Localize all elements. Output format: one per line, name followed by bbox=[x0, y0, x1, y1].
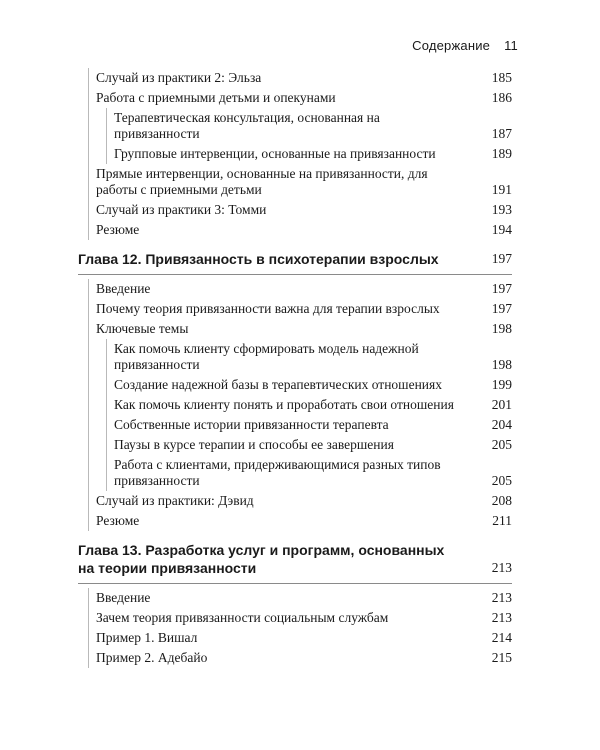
toc-entry-title: Работа с приемными детьми и опекунами bbox=[96, 90, 336, 105]
toc-entry[interactable] bbox=[78, 630, 512, 646]
toc-entry-page-number: 185 bbox=[491, 70, 512, 85]
toc-entry[interactable] bbox=[78, 166, 512, 198]
toc-entry-title: Случай из практики: Дэвид bbox=[96, 493, 254, 508]
toc-entry-page-number: 198 bbox=[491, 357, 512, 372]
toc-subentry[interactable] bbox=[78, 397, 512, 413]
chapter-page-number: 197 bbox=[491, 251, 512, 266]
toc-entry[interactable] bbox=[78, 590, 512, 606]
toc-entry-title: Как помочь клиенту сформировать модель надежной привязанности bbox=[114, 341, 419, 372]
toc-entry[interactable] bbox=[78, 281, 512, 297]
toc-entry-title: Введение bbox=[96, 590, 151, 605]
toc-entry-title: Пример 1. Вишал bbox=[96, 630, 198, 645]
toc-entry-title: Случай из практики 3: Томми bbox=[96, 202, 267, 217]
section-title: Содержание bbox=[412, 38, 491, 53]
table-of-contents bbox=[78, 70, 512, 670]
toc-subentry[interactable] bbox=[78, 146, 512, 162]
toc-entry[interactable] bbox=[78, 70, 512, 86]
chapter-page-number: 213 bbox=[491, 560, 512, 575]
toc-entry[interactable] bbox=[78, 321, 512, 337]
toc-entry-title: Зачем теория привязанности социальным службам bbox=[96, 610, 389, 625]
toc-entry-page-number: 205 bbox=[491, 473, 512, 488]
chapter-title: Глава 13. Разработка услуг и программ, основанных на теории привязанности bbox=[78, 542, 445, 576]
toc-entry-page-number: 211 bbox=[492, 513, 512, 528]
toc-entry[interactable] bbox=[78, 650, 512, 666]
toc-entry-title: Групповые интервенции, основанные на привязанности bbox=[114, 146, 436, 161]
toc-entry-title: Резюме bbox=[96, 513, 140, 528]
toc-entry-page-number: 213 bbox=[491, 610, 512, 625]
toc-entry[interactable] bbox=[78, 222, 512, 238]
toc-entry-title: Ключевые темы bbox=[96, 321, 189, 336]
chapter-heading[interactable] bbox=[78, 250, 512, 268]
page-number: 11 bbox=[504, 38, 518, 53]
toc-subentry[interactable] bbox=[78, 110, 512, 142]
toc-entry-page-number: 187 bbox=[491, 126, 512, 141]
toc-entry-title: Случай из практики 2: Эльза bbox=[96, 70, 262, 85]
toc-entry-title: Резюме bbox=[96, 222, 140, 237]
toc-entry-title: Как помочь клиенту понять и проработать свои отношения bbox=[114, 397, 454, 412]
toc-entry-title: Прямые интервенции, основанные на привязанности, для работы с приемными детьми bbox=[96, 166, 428, 197]
chapter-heading[interactable] bbox=[78, 541, 512, 577]
toc-entry-page-number: 208 bbox=[491, 493, 512, 508]
toc-subentry[interactable] bbox=[78, 437, 512, 453]
toc-entry-title: Работа с клиентами, придерживающимися разных типов привязанности bbox=[114, 457, 441, 488]
toc-entry-page-number: 189 bbox=[491, 146, 512, 161]
toc-entry-title: Создание надежной базы в терапевтических отношениях bbox=[114, 377, 442, 392]
toc-subentry[interactable] bbox=[78, 457, 512, 489]
toc-entry-page-number: 199 bbox=[491, 377, 512, 392]
toc-entry-page-number: 213 bbox=[491, 590, 512, 605]
toc-entry-page-number: 186 bbox=[491, 90, 512, 105]
toc-entry-page-number: 197 bbox=[491, 281, 512, 296]
running-head bbox=[412, 38, 518, 53]
toc-entry-title: Паузы в курсе терапии и способы ее завершения bbox=[114, 437, 394, 452]
chapter-title: Глава 12. Привязанность в психотерапии взрослых bbox=[78, 251, 439, 267]
toc-entry[interactable] bbox=[78, 202, 512, 218]
chapter-divider bbox=[78, 583, 512, 584]
toc-entry-page-number: 214 bbox=[491, 630, 512, 645]
toc-entry-title: Собственные истории привязанности терапевта bbox=[114, 417, 389, 432]
toc-entry[interactable] bbox=[78, 513, 512, 529]
toc-entry-page-number: 191 bbox=[491, 182, 512, 197]
toc-entry-title: Терапевтическая консультация, основанная на привязанности bbox=[114, 110, 380, 141]
toc-entry[interactable] bbox=[78, 301, 512, 317]
toc-subentry[interactable] bbox=[78, 377, 512, 393]
toc-entry-page-number: 197 bbox=[491, 301, 512, 316]
toc-subentry[interactable] bbox=[78, 417, 512, 433]
toc-entry-page-number: 204 bbox=[491, 417, 512, 432]
toc-entry-page-number: 193 bbox=[491, 202, 512, 217]
toc-entry-title: Пример 2. Адебайо bbox=[96, 650, 208, 665]
toc-subentry[interactable] bbox=[78, 341, 512, 373]
chapter-divider bbox=[78, 274, 512, 275]
toc-entry-page-number: 205 bbox=[491, 437, 512, 452]
toc-entry[interactable] bbox=[78, 90, 512, 106]
toc-entry-page-number: 215 bbox=[491, 650, 512, 665]
toc-entry[interactable] bbox=[78, 610, 512, 626]
toc-entry-page-number: 194 bbox=[491, 222, 512, 237]
toc-entry-title: Введение bbox=[96, 281, 151, 296]
toc-entry-page-number: 198 bbox=[491, 321, 512, 336]
toc-entry-page-number: 201 bbox=[491, 397, 512, 412]
toc-entry[interactable] bbox=[78, 493, 512, 509]
toc-entry-title: Почему теория привязанности важна для терапии взрослых bbox=[96, 301, 440, 316]
